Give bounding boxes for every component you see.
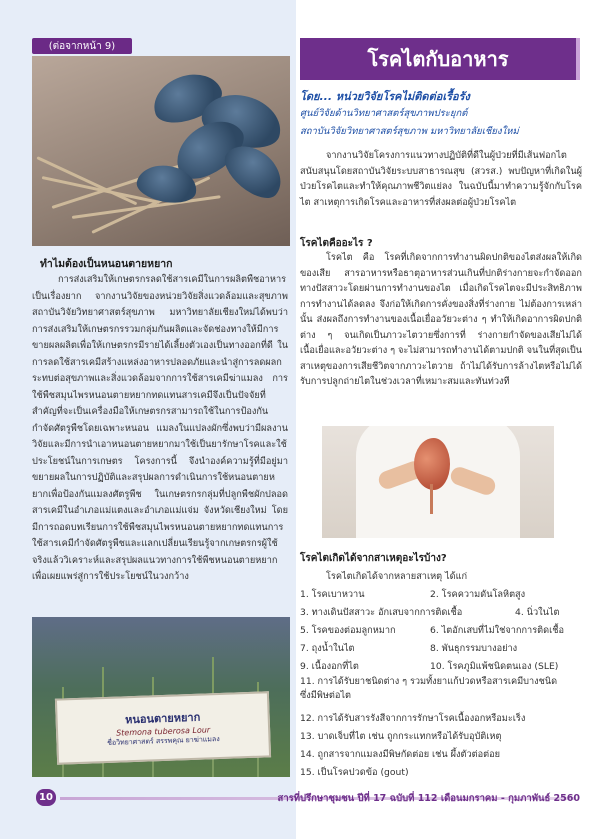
cause-item: 3. ทางเดินปัสสาวะ อักเสบจากการติดเชื้อ xyxy=(300,607,463,618)
title-accent-bar xyxy=(576,38,580,80)
article-intro: จากงานวิจัยโครงการแนวทางปฏิบัติที่ดีในผู้ป่วยที่มีเส้นฟอกไตสนับสนุนโดยสถาบันวิจัยระบบสาธารณสุข (สวรส.) พบปัญหาที่เกิดในผู้ป่วยโรคไตและทำให้คุณภาพชีวิตแย่ลง ในฉบับนี้มาทำความรู้จักกับโรคไต สาเหตุการเกิดโรคและอาหารที่ส่งผลต่อผู้ป่วยโรคไต xyxy=(300,150,582,208)
heading-what-is-kidney-disease: โรคไตคืออะไร ? xyxy=(300,238,373,249)
cause-item: 10. โรคภูมิแพ้ชนิดตนเอง (SLE) xyxy=(430,661,559,672)
causes-intro: โรคไตเกิดได้จากหลายสาเหตุ ได้แก่ xyxy=(326,571,468,582)
stemona-sign-photo xyxy=(32,617,290,777)
cause-item: 7. ถุงน้ำในไต xyxy=(300,643,355,654)
cause-item: 1. โรคเบาหวาน xyxy=(300,589,365,600)
heading-causes: โรคไตเกิดได้จากสาเหตุอะไรบ้าง? xyxy=(300,553,447,564)
continued-tag: (ต่อจากหน้า 9) xyxy=(32,38,132,54)
publication-info: สารที่ปรึกษาชุมชน ปีที่ 17 ฉบับที่ 112 เดือนมกราคม - กุมภาพันธ์ 2560 xyxy=(277,793,580,804)
page-number: 10 xyxy=(36,789,56,806)
stemona-plant-photo xyxy=(32,56,290,246)
cause-item: 14. ถูกสารจากแมลงมีพิษกัดต่อย เช่น ผึ้งตัวต่อต่อย xyxy=(300,749,500,760)
cause-item: 15. เป็นโรคปวดข้อ (gout) xyxy=(300,767,409,778)
cause-item: 12. การได้รับสารรังสีจากการรักษาโรคเนื้องอกหรือมะเร็ง xyxy=(300,713,526,724)
cause-item: 8. พันธุกรรมบางอย่าง xyxy=(430,643,518,654)
article-title: โรคไตกับอาหาร xyxy=(300,38,576,80)
affiliation-2: สถาบันวิจัยวิทยาศาสตร์สุขภาพ มหาวิทยาลัยเชียงใหม่ xyxy=(300,126,519,137)
plant-name-sign xyxy=(55,691,271,764)
cause-item: 4. นิ่วในไต xyxy=(515,607,560,618)
kidney-illustration-photo xyxy=(322,426,554,538)
cause-item: 6. ไตอักเสบที่ไม่ใช่จากการติดเชื้อ xyxy=(430,625,564,636)
sign-thai-name: หนอนตายหยาก xyxy=(124,710,201,727)
kidney-disease-definition: โรคไต คือ โรคที่เกิดจากการทำงานผิดปกติของไตส่งผลให้เกิดของเสีย สารอาหารหรือธาตุอาหารส่วนเกินที่ปกติร่างกายจะกำจัดออกทางปัสสาวะโดยผ่านการทำงานของไต เมื่อเกิดโรคไตจะมีประสิทธิภาพการทำงานได้ลดลง จึงก่อให้เกิดการคั่งของสิ่งที่ร่างกาย ไม่ต้องการเหล่านั้น ส่งผลถึงการทำงานของเนื้อเยื่ออวัยวะต่าง ๆ ทำให้เกิดอาการผิดปกติต่าง ๆ จนเกิดเป็นภาวะไตวายซึ่งการที่ ร่างกายกำจัดของเสียไม่ได้ เนื้อเยื่อและอวัยวะต่าง ๆ จะไม่สามารถทำงานได้ตามปกติ จนในที่สุดเป็นสาเหตุของการเสียชีวิตจากภาวะไตวาย ถ้าไม่ได้รับการล้างไตหรือไม่ได้รับการปลูกถ่ายไตในช่วงเวลาที่เหมาะสมและทันท่วงที xyxy=(300,252,582,387)
section-title-why-stemona: ทำไมต้องเป็นหนอนตายหยาก xyxy=(40,258,173,270)
sign-scientific-name: Stemona tuberosa Lour xyxy=(115,725,211,738)
left-column xyxy=(0,0,296,839)
left-body-text: การส่งเสริมให้เกษตรกรลดใช้สารเคมีในการผลิตพืชอาหารเป็นเรื่องยาก จากงานวิจัยของหน่วยวิจัยสิ่งแวดล้อมและสุขภาพ สถาบันวิจัยวิทยาศาสตร์สุขภาพ มหาวิทยาลัยเชียงใหม่ได้พบว่า การส่งเสริมให้เกษตรกรรวมกลุ่มกันผลิตและจัดช่องทางให้มีการขายผลผลิตเพื่อให้เกษตรกรมีรายได้เลี้ยงตัวเองเป็นทางออกที่ดี ในการลดใช้สารเคมีสร้างแหล่งอาหารปลอดภัยและนำสู่การลดผลกระทบต่อสุขภาพและสิ่งแวดล้อมจากการใช้สารเคมีฆ่าแมลง การใช้พืชสมุนไพรหนอนตายหยากทดแทนสารเคมีจึงเป็นปัจจัยที่สำคัญที่จะเป็นเครื่องมือให้เกษตรกรสามารถใช้ในการป้องกันกำจัดศัตรูพืชโดยเฉพาะหนอน แมลงในแปลงผักซึ่งพบว่ามีผลงานวิจัยและมีการนำเอาหนอนตายหยากมาใช้เป็นยารักษาโรคและใช้ประโยชน์ในการเกษตร โครงการนี้ จึงนำองค์ความรู้ที่มีอยู่มาขยายผลในการปฏิบัติและสรุปผลการดำเนินการใช้หนอนตายหยากเพื่อป้องกันแมลงศัตรูพืช ในเกษตรกรกลุ่มที่ปลูกพืชผักปลอดสารเคมีในอำเภอแม่แตงและอำเภอแม่แจ่ม จังหวัดเชียงใหม่ โดยมีการถอดบทเรียนการใช้พืชสมุนไพรหนอนตายหยากทดแทนการใช้สารเคมีกำจัดศัตรูพืชและแลกเปลี่ยนเรียนรู้จากเกษตรกรผู้ใช้จริงแล้ววิเคราะห์และสรุปผลแนวทางการใช้พืชหนอนตายหยากเพื่อเผยแพร่สู่การใช้ประโยชน์ในวงกว้าง xyxy=(32,274,288,582)
affiliation-1: ศูนย์วิจัยด้านวิทยาศาสตร์สุขภาพประยุกต์ xyxy=(300,108,468,119)
kidney-icon xyxy=(414,438,450,490)
article-byline: โดย... หน่วยวิจัยโรคไม่ติดต่อเรื้อรัง xyxy=(300,90,470,103)
cause-item: 5. โรคของต่อมลูกหมาก xyxy=(300,625,396,636)
cause-item: 11. การได้รับยาชนิดต่าง ๆ รวมทั้งยาแก้ปวดหรือสารเคมีบางชนิดซึ่งมีพิษต่อไต xyxy=(300,676,558,701)
cause-item: 9. เนื้องอกที่ไต xyxy=(300,661,359,672)
cause-item: 13. บาดเจ็บที่ไต เช่น ถูกกระแทกหรือได้รับอุบัติเหตุ xyxy=(300,731,502,742)
cause-item: 2. โรคความดันโลหิตสูง xyxy=(430,589,526,600)
sign-detail: ชื่อวิทยาศาสตร์ สรรพคุณ ยาฆ่าแมลง xyxy=(107,735,220,747)
